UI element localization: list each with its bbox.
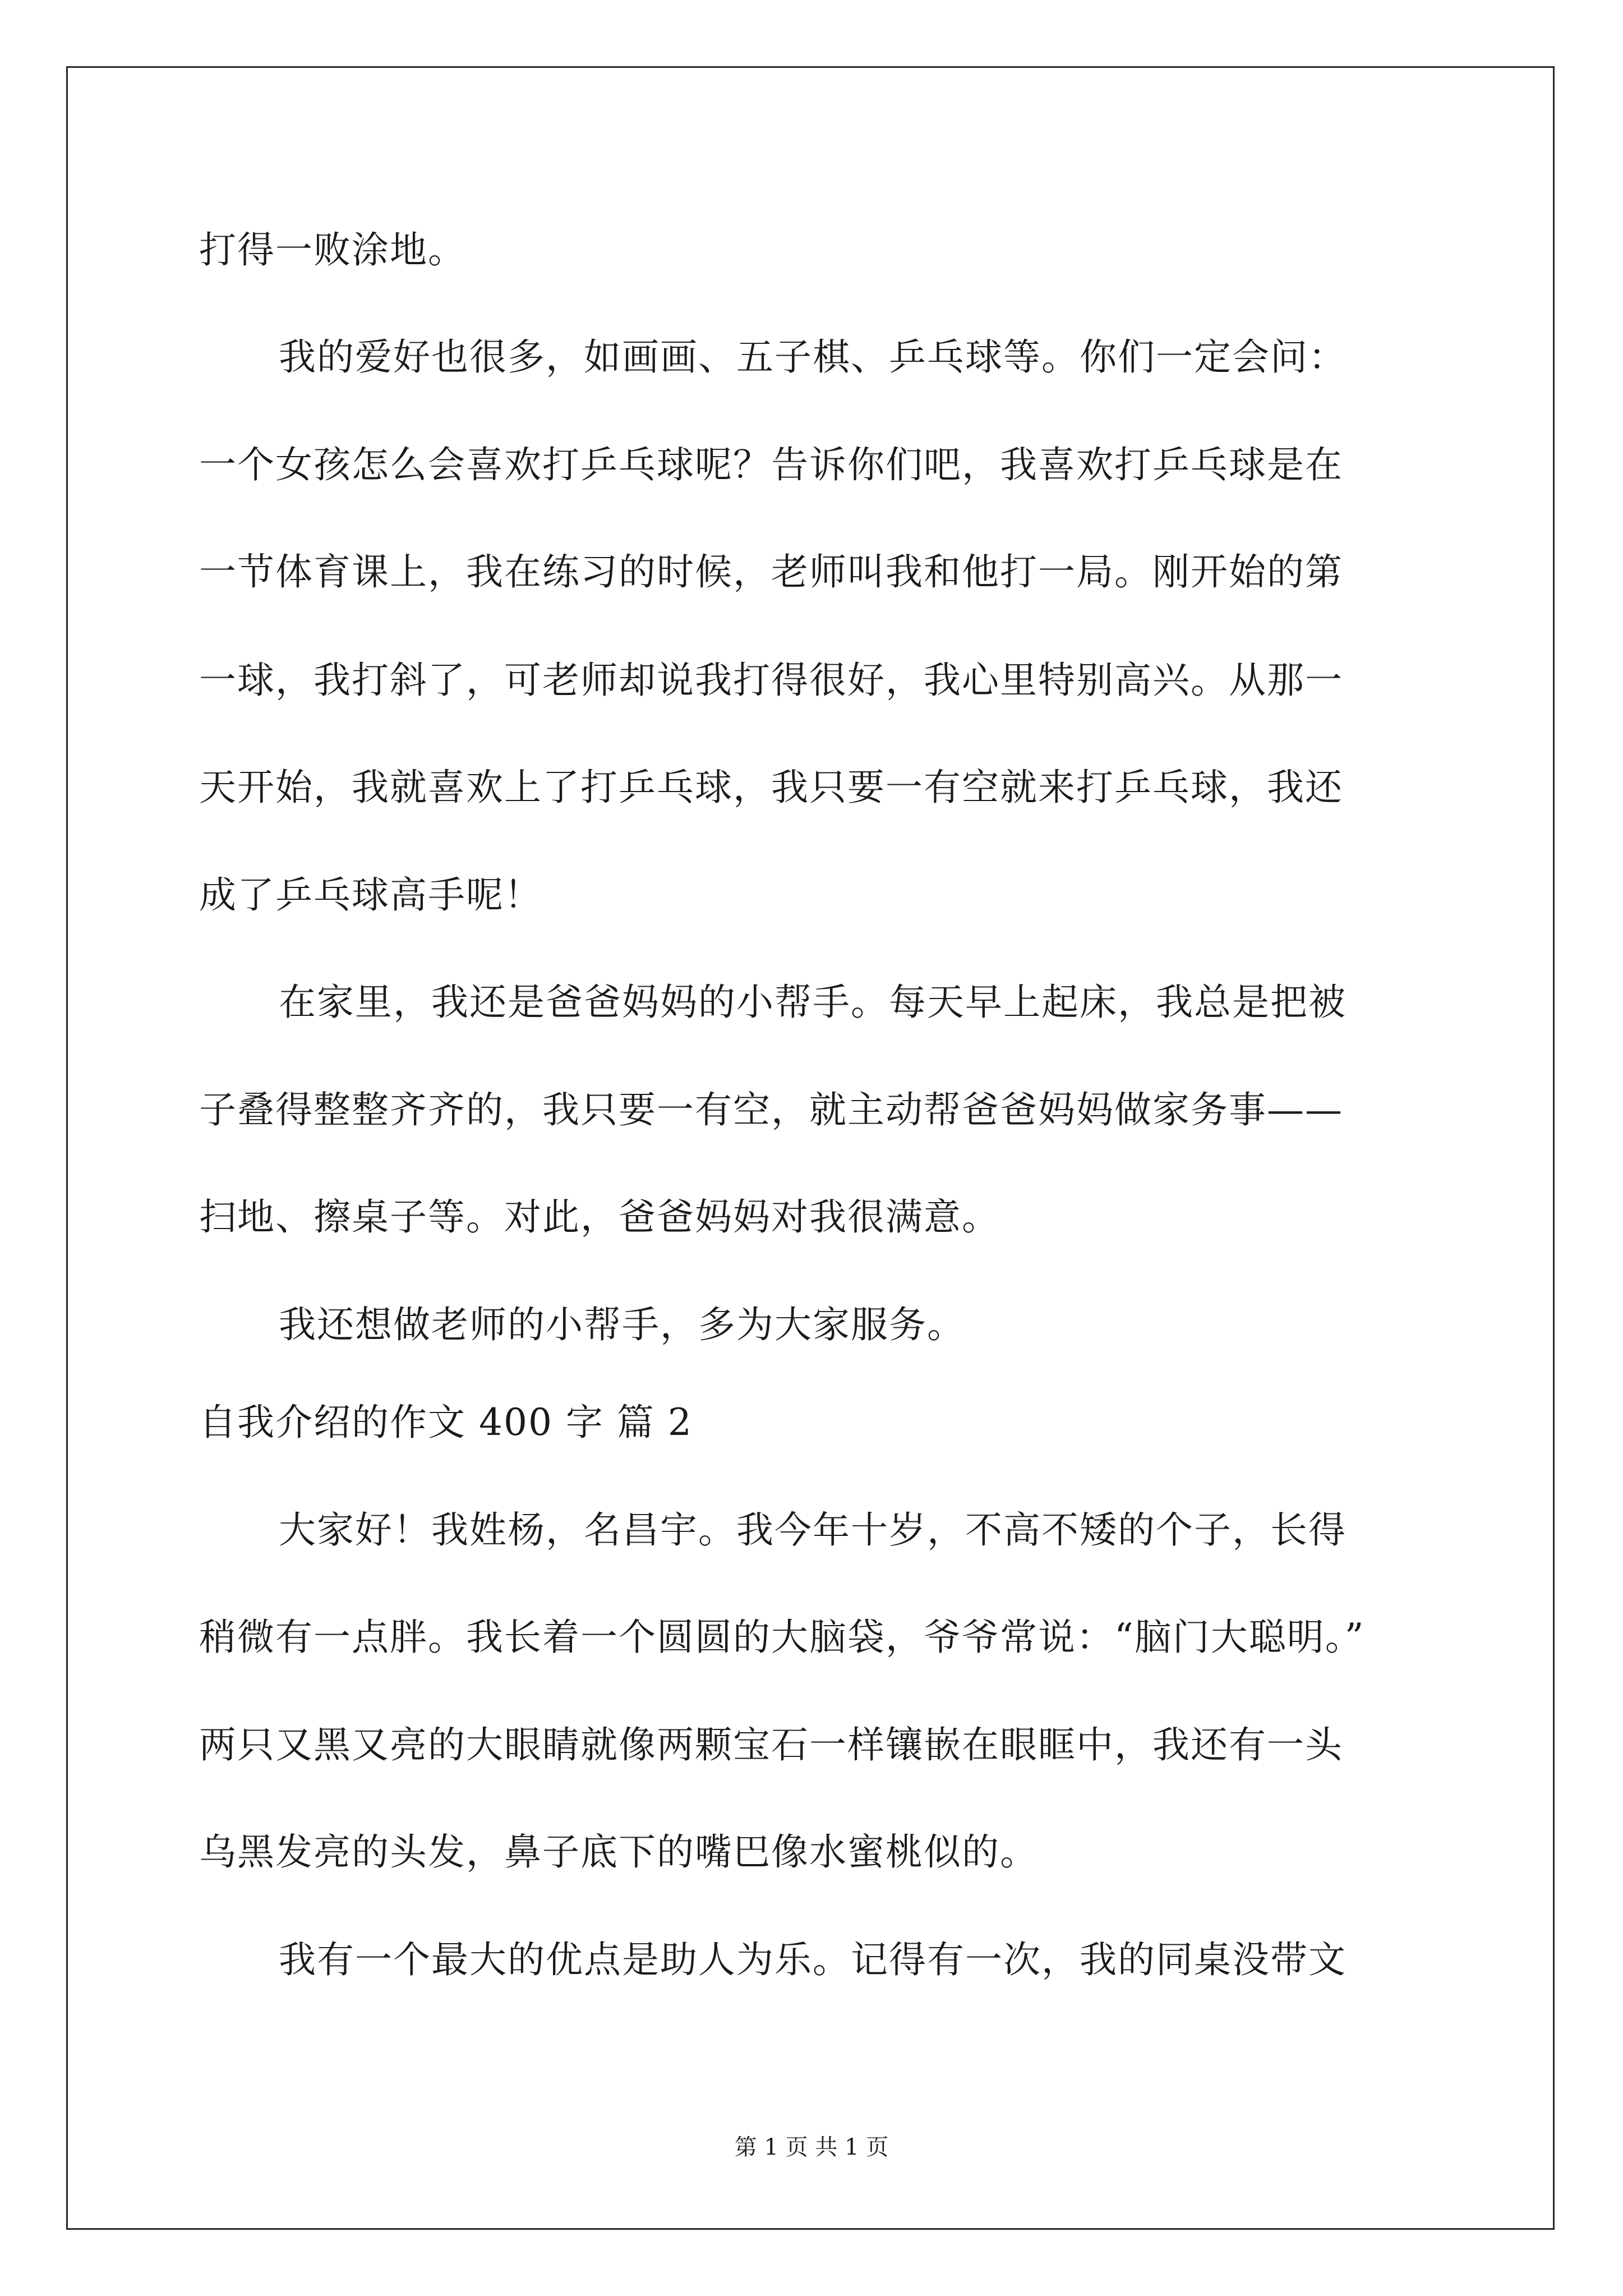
- paragraph-line: 两只又黑又亮的大眼睛就像两颗宝石一样镶嵌在眼眶中，我还有一头: [199, 1723, 1343, 1766]
- paragraph-line: 一节体育课上，我在练习的时候，老师叫我和他打一局。刚开始的第: [199, 550, 1343, 593]
- paragraph-line: 我有一个最大的优点是助人为乐。记得有一次，我的同桌没带文: [279, 1938, 1347, 1981]
- paragraph-line: 打得一败涂地。: [199, 228, 466, 272]
- paragraph-line: 成了乒乓球高手呢！: [199, 873, 542, 917]
- paragraph-line: 一球，我打斜了，可老师却说我打得很好，我心里特别高兴。从那一: [199, 659, 1343, 702]
- paragraph-line: 乌黑发亮的头发，鼻子底下的嘴巴像水蜜桃似的。: [199, 1830, 1038, 1874]
- paragraph-line: 天开始，我就喜欢上了打乒乓球，我只要一有空就来打乒乓球，我还: [199, 766, 1343, 809]
- paragraph-line: 我的爱好也很多，如画画、五子棋、乒乓球等。你们一定会问：: [279, 335, 1347, 379]
- paragraph-line: 子叠得整整齐齐的，我只要一有空，就主动帮爸爸妈妈做家务事——: [199, 1088, 1343, 1131]
- section-heading: 自我介绍的作文 400 字 篇 2: [199, 1401, 693, 1444]
- page-number-footer: 第 1 页 共 1 页: [734, 2134, 889, 2160]
- page-border: [66, 66, 1555, 2230]
- paragraph-line: 一个女孩怎么会喜欢打乒乓球呢？告诉你们吧，我喜欢打乒乓球是在: [199, 443, 1343, 486]
- paragraph-line: 扫地、擦桌子等。对此，爸爸妈妈对我很满意。: [199, 1195, 1000, 1239]
- paragraph-line: 在家里，我还是爸爸妈妈的小帮手。每天早上起床，我总是把被: [279, 981, 1347, 1024]
- paragraph-line: 稍微有一点胖。我长着一个圆圆的大脑袋，爷爷常说：“脑门大聪明。”: [199, 1616, 1365, 1659]
- paragraph-line: 我还想做老师的小帮手，多为大家服务。: [279, 1303, 965, 1346]
- paragraph-line: 大家好！我姓杨，名昌宇。我今年十岁，不高不矮的个子，长得: [279, 1508, 1347, 1552]
